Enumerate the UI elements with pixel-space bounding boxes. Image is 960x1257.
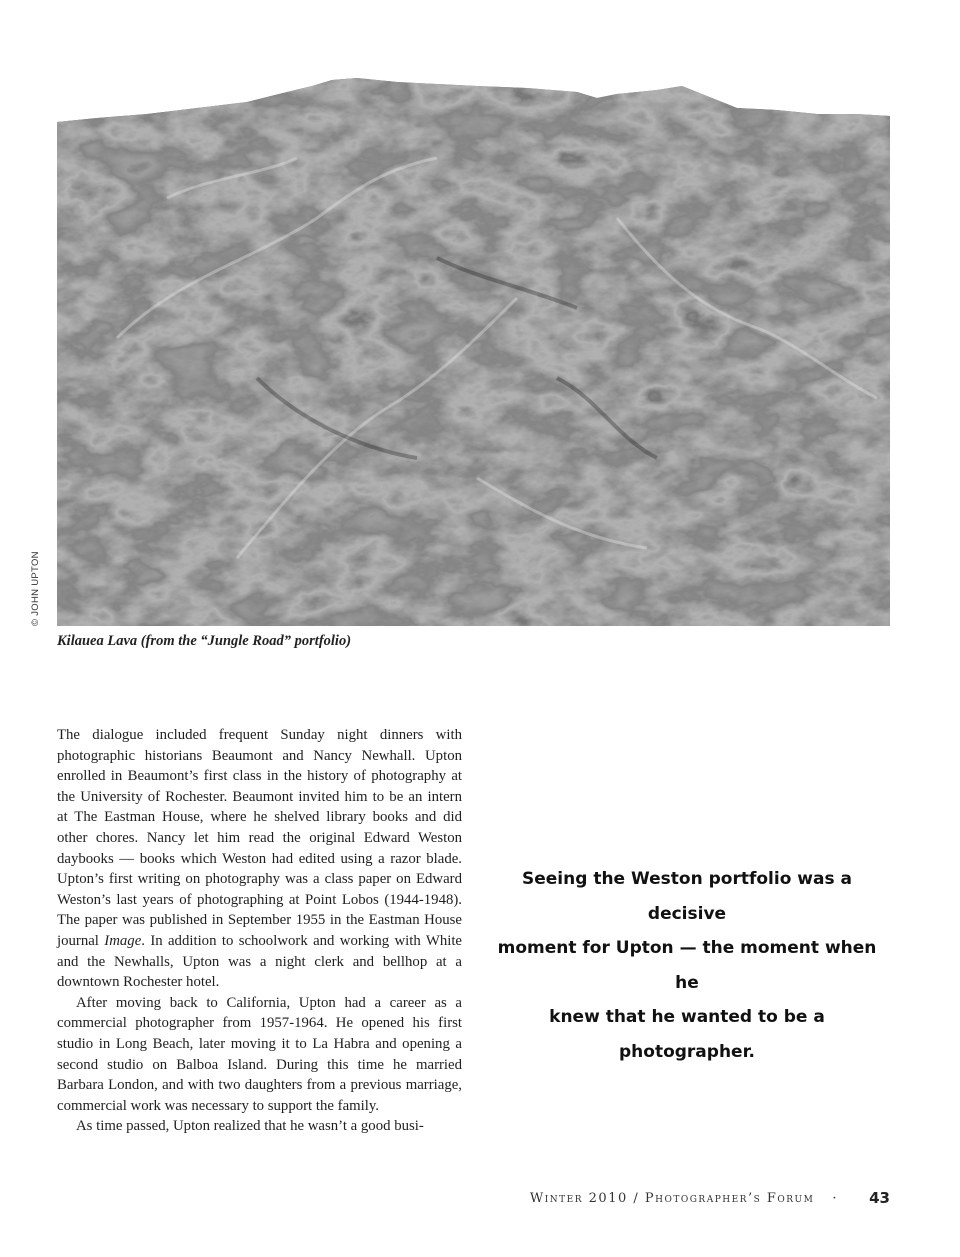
paragraph-text-tail: . In addition to schoolwork and working with White and the Newhalls, Upton was a night clerk and bellhop at a downtown Rochester hotel. [57,932,463,991]
pull-quote-line: moment for Upton — the moment when he [497,938,877,993]
pull-quote-line: Seeing the Weston portfolio was a decisive [522,869,852,924]
photo-caption: Kilauea Lava (from the “Jungle Road” portfolio) [57,633,352,649]
running-footer [530,1191,852,1206]
body-paragraph: After moving back to California, Upton had a career as a commercial photographer from 1957-1964. He opened his first studio in Long Beach, later moving it to La Habra and opening a second studio on Balboa Island. During this time he married Barbara London, and with two daughters from a previous marriage, commercial work was necessary to support the family. [57,994,462,1114]
journal-title: Image [104,932,142,949]
paragraph-text: The dialogue included frequent Sunday night dinners with photographic historians Beaumont and Nancy Newhall. Upton enrolled in Beaumont’s first class in the history of photography at the University of Rochester. Beaumont invited him to be an intern at The Eastman House, where he shelved library books and did other chores. Nancy let him read the original Edward Weston daybooks — books which Weston had edited using a razor blade. Upton’s first writing on photography was a class paper on Edward Weston’s last years of photographing at Point Lobos (1944-1948). The paper was published in September 1955 in the Eastman House journal [57,727,462,949]
body-paragraph [57,725,462,993]
body-paragraph: As time passed, Upton realized that he wasn’t a good busi- [76,1118,424,1135]
lava-photograph [57,78,890,626]
page-number: 43 [869,1189,890,1207]
footer-separator: · [832,1191,838,1206]
photo-credit: © JOHN UPTON [30,551,41,626]
issue-label: Winter 2010 / Photographer’s Forum [529,1191,815,1206]
pull-quote [487,862,887,1069]
article-body [57,725,462,1137]
pull-quote-line: knew that he wanted to be a photographer. [549,1007,825,1062]
lava-image [57,78,890,626]
